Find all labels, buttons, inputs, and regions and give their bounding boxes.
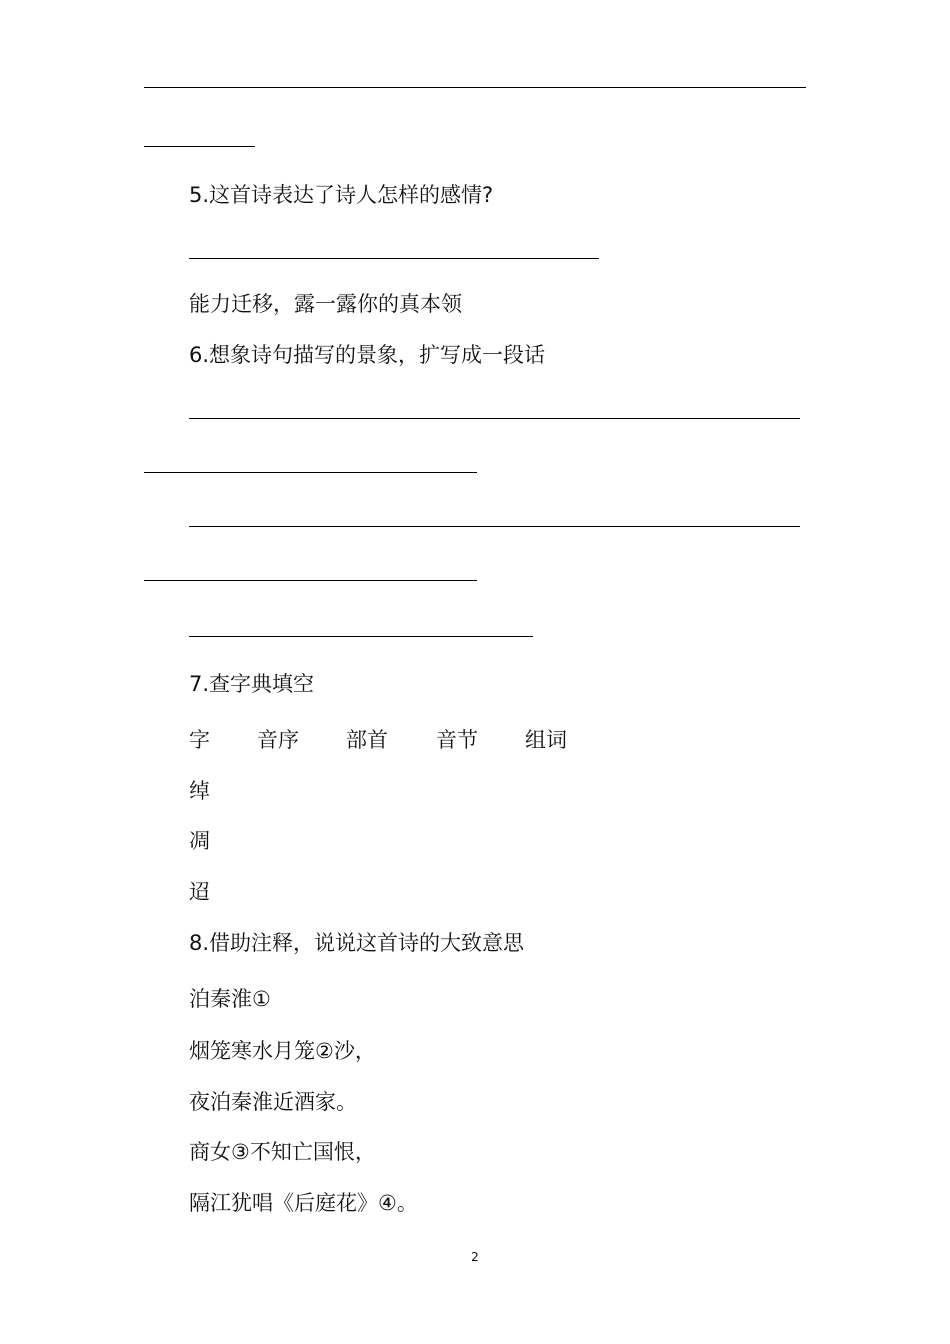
poem-title: 泊秦淮① (189, 987, 271, 1011)
answer-line (189, 258, 599, 259)
question-6-prompt: 6.想象诗句描写的景象，扩写成一段话 (189, 343, 546, 367)
poem-line: 隔江犹唱《后庭花》④。 (189, 1191, 418, 1215)
answer-line (144, 472, 477, 473)
page-number: 2 (471, 1250, 479, 1264)
table-header-syllable: 音节 (436, 728, 478, 752)
answer-line (189, 636, 533, 637)
table-row-char: 凋 (189, 829, 210, 853)
table-header-radical: 部首 (346, 728, 388, 752)
table-header-initial: 音序 (257, 728, 299, 752)
answer-line (189, 418, 800, 419)
poem-line: 烟笼寒水月笼②沙， (189, 1039, 376, 1063)
section-heading: 能力迁移，露一露你的真本领 (189, 292, 462, 316)
question-5-prompt: 5.这首诗表达了诗人怎样的感情? (189, 183, 494, 207)
answer-line (144, 580, 477, 581)
answer-line (189, 526, 800, 527)
table-row-char: 绰 (189, 779, 210, 803)
table-header-char: 字 (189, 728, 210, 752)
table-header-word: 组词 (525, 728, 567, 752)
answer-line (144, 146, 255, 147)
answer-line (144, 87, 806, 88)
poem-line: 夜泊秦淮近酒家。 (189, 1090, 357, 1114)
poem-line: 商女③不知亡国恨， (189, 1140, 376, 1164)
question-8-prompt: 8.借助注释，说说这首诗的大致意思 (189, 931, 525, 955)
question-7-prompt: 7.查字典填空 (189, 672, 315, 696)
table-row-char: 迢 (189, 880, 210, 904)
